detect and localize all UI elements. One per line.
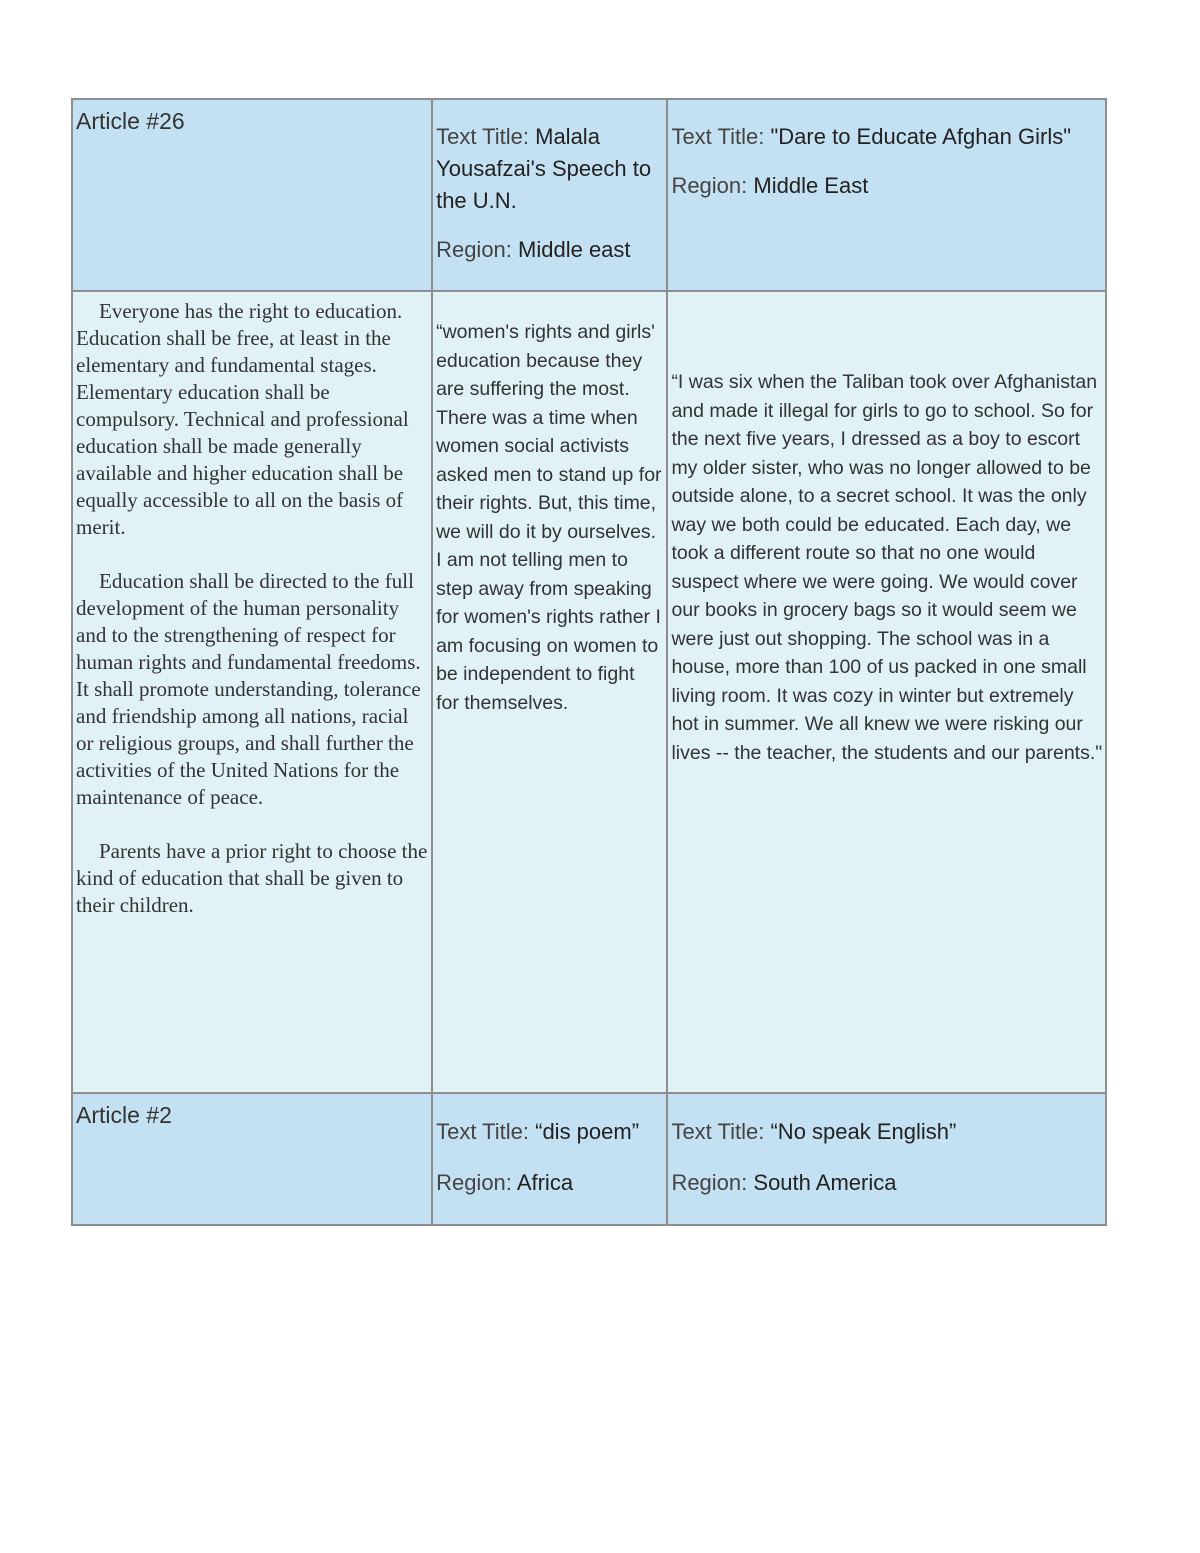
region-label: Region: bbox=[671, 173, 754, 198]
region-value: Middle East bbox=[753, 173, 869, 198]
title-value: “No speak English” bbox=[770, 1119, 957, 1144]
text-b-header-cell bbox=[667, 99, 1106, 291]
title-label: Text Title: bbox=[436, 1119, 536, 1144]
table-row bbox=[72, 1093, 1106, 1225]
article-label: Article #26 bbox=[76, 108, 185, 134]
region-label: Region: bbox=[436, 237, 519, 262]
title-label: Text Title: bbox=[671, 124, 771, 149]
table-row bbox=[72, 99, 1106, 291]
text-b-title bbox=[671, 1116, 1101, 1148]
region-value: Africa bbox=[516, 1170, 574, 1195]
article-text-cell bbox=[72, 291, 432, 1093]
comparison-table bbox=[71, 98, 1107, 1226]
article-paragraph: Parents have a prior right to choose the kind of education that shall be given to their children. bbox=[76, 839, 428, 917]
article-label: Article #2 bbox=[76, 1102, 172, 1128]
text-a-meta bbox=[433, 100, 666, 266]
quote-b-cell bbox=[667, 291, 1106, 1093]
title-value: "Dare to Educate Afghan Girls" bbox=[770, 124, 1072, 149]
text-b-meta bbox=[668, 100, 1105, 202]
quote-b-text: “I was six when the Taliban took over Afghanistan and made it illegal for girls to go to school. So for the next five years, I dressed as a boy to escort my older sister, who was no longer allowed to be outside alone, to a secret school. It was the only way we both could be educated. Each day, we took a different route so that no one would suspect where we were going. We would cover our books in grocery bags so it would seem we were just out shopping. The school was in a house, more than 100 of us packed in one small living room. It was cozy in winter but extremely hot in summer. We all knew we were risking our lives -- the teacher, the students and our parents." bbox=[671, 371, 1103, 764]
text-a-title bbox=[436, 1116, 662, 1148]
quote-a-cell bbox=[432, 291, 667, 1093]
text-b-meta bbox=[668, 1094, 1105, 1199]
quote-a-text: “women's rights and girls' education because they are suffering the most. There was a time when women social activists asked men to stand up for their rights. But, this time, we will do it by ourselves. I am not telling men to step away from speaking for women's rights rather I am focusing on women to be independent to fight for themselves. bbox=[436, 321, 662, 714]
article-header-cell bbox=[72, 1093, 432, 1225]
text-b-header-cell bbox=[667, 1093, 1106, 1225]
article-header-cell bbox=[72, 99, 432, 291]
article-paragraph: Everyone has the right to education. Education shall be free, at least in the elementary and fundamental stages. Elementary education shall be compulsory. Technical and professional education shall be made generally available and higher education shall be equally accessible to all on the basis of merit. bbox=[76, 299, 409, 539]
text-a-title bbox=[436, 121, 662, 217]
text-b-region bbox=[671, 1167, 1101, 1199]
title-label: Text Title: bbox=[671, 1119, 771, 1144]
article-text bbox=[73, 292, 431, 919]
text-a-header-cell bbox=[432, 1093, 667, 1225]
quote-b bbox=[668, 292, 1105, 767]
article-paragraph: Education shall be directed to the full development of the human personality and to the strengthening of respect for human rights and fundamental freedoms. It shall promote understanding, tolerance and friendship among all nations, racial or religious groups, and shall further the activities of the United Nations for the maintenance of peace. bbox=[76, 569, 421, 809]
title-value: Malala Yousafzai's Speech to the U.N. bbox=[436, 124, 652, 213]
title-value: “dis poem” bbox=[535, 1119, 640, 1144]
region-value: South America bbox=[753, 1170, 897, 1195]
text-a-region bbox=[436, 234, 662, 266]
text-a-header-cell bbox=[432, 99, 667, 291]
text-a-meta bbox=[433, 1094, 666, 1199]
table-row bbox=[72, 291, 1106, 1093]
text-a-region bbox=[436, 1167, 662, 1199]
quote-a bbox=[433, 292, 666, 717]
text-b-title bbox=[671, 121, 1101, 153]
region-value: Middle east bbox=[518, 237, 631, 262]
region-label: Region: bbox=[436, 1170, 517, 1195]
region-label: Region: bbox=[671, 1170, 754, 1195]
title-label: Text Title: bbox=[436, 124, 536, 149]
text-b-region bbox=[671, 170, 1101, 202]
